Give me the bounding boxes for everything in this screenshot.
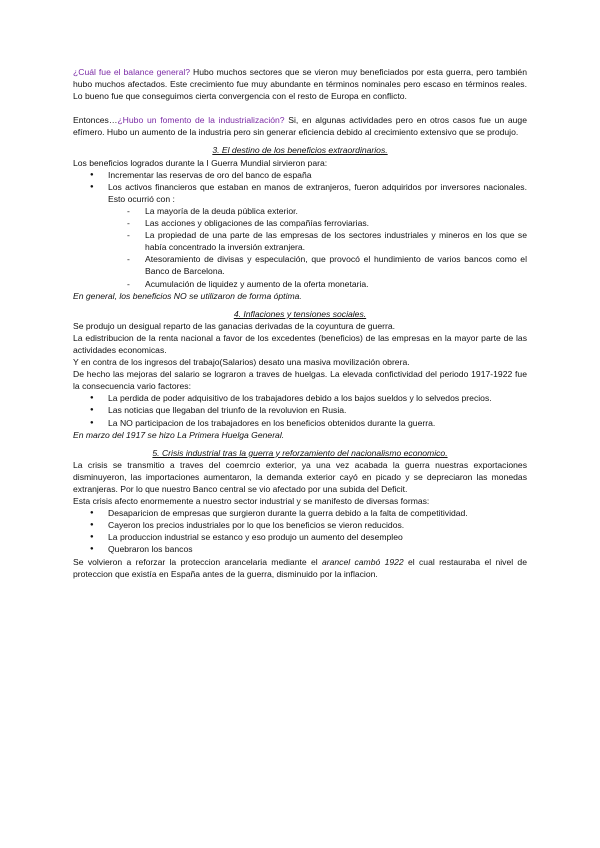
list-item: ● Los activos financieros que estaban en manos de extranjeros, fueron adquiridos por inversores nacionales. Esto ocurrió con : <box>73 181 527 205</box>
section3-conclusion: En general, los beneficios NO se utilizaron de forma óptima. <box>73 290 302 301</box>
sub-list-item: - Las acciones y obligaciones de las compañías ferroviarias. <box>73 217 527 229</box>
section5-bullet-list <box>73 507 527 555</box>
section4-paragraph: De hecho las mejoras del salario se lograron a traves de huelgas. La elevada confictividad del periodo 1917-1922 fue la consecuencia vario factores: <box>73 369 527 392</box>
list-item: ● La perdida de poder adquisitivo de los trabajadores debido a los bajos sueldos y lo selvedos precios. <box>73 392 527 404</box>
balance-text: Hubo muchos sectores que se vieron muy beneficiados por esta guerra, pero también hubo muchos afectados. Este crecimiento fue muy abundante en términos nominales pero escaso en términos reales. Lo bueno fue que conseguimos cierta convergencia con el resto de Europa en conflicto. <box>73 67 527 102</box>
fomento-text: Si, en algunas actividades pero en otros casos fue un auge efímero. Hubo un aumento de la industria pero sin generar eficiencia debido al crecimiento extensivo que se produjo. <box>73 115 527 138</box>
list-item: ● Quebraron los bancos <box>73 543 527 555</box>
document-body <box>73 66 527 580</box>
balance-question: ¿Cuál fue el balance general? <box>73 67 191 77</box>
list-item: ● La NO participacion de los trabajadores en los beneficios obtenidos durante la guerra. <box>73 417 527 429</box>
section4-paragraph: Y en contra de los ingresos del trabajo(Salarios) desato una masiva movilización obrera. <box>73 357 410 368</box>
list-item: ● Cayeron los precios industriales por lo que los beneficios se vieron reducidos. <box>73 519 527 531</box>
sub-list-item: - Atesoramiento de divisas y especulación, que provocó el hundimiento de varios bancos como el Banco de Barcelona. <box>73 253 527 277</box>
list-item: ● La produccion industrial se estanco y eso produjo un aumento del desempleo <box>73 531 527 543</box>
final-text-after: el cual restauraba el nivel de proteccion que existía en España antes de la guerra, disminuido por la inflacion. <box>73 556 527 579</box>
section5-paragraph: Esta crisis afecto enormemente a nuestro sector industrial y se manifesto de diversas formas: <box>73 496 430 507</box>
list-item: ● Desaparicion de empresas que surgieron durante la guerra debido a la falta de competitividad. <box>73 507 527 519</box>
balance-paragraph <box>73 66 527 102</box>
section4-paragraph: La edistribucion de la renta nacional a favor de los excedentes (beneficios) de las empresas en la mayor parte de las actividades economicas. <box>73 332 527 355</box>
final-text-italic: arancel cambó 1922 <box>321 556 404 567</box>
sub-list-item: - La mayoría de la deuda pública exterior. <box>73 205 527 217</box>
sub-list-item: - La propiedad de una parte de las empresas de los sectores industriales y mineros en los que se había concentrado la inversión extranjera. <box>73 229 527 253</box>
section4-heading: 4. Inflaciones y tensiones sociales. <box>233 308 367 319</box>
list-item: ● Las noticias que llegaban del triunfo de la revoluvion en Rusia. <box>73 404 527 416</box>
sub-list-item: - Acumulación de liquidez y aumento de la oferta monetaria. <box>73 278 527 290</box>
section3-intro: Los beneficios logrados durante la I Guerra Mundial sirvieron para: <box>73 157 328 168</box>
fomento-prefix: Entonces… <box>73 115 118 126</box>
section4-paragraph: Se produjo un desigual reparto de las ganacias derivadas de la coyuntura de guerra. <box>73 320 396 331</box>
section4-bullet-list <box>73 392 527 428</box>
list-item: ● Incrementar las reservas de oro del banco de españa <box>73 169 527 181</box>
fomento-paragraph <box>73 114 527 138</box>
section5-heading: 5. Crisis industrial tras la guerra y reforzamiento del nacionalismo economico. <box>152 447 448 458</box>
section3-heading: 3. El destino de los beneficios extraordinarios. <box>212 145 388 156</box>
section5-final-paragraph <box>73 556 527 580</box>
fomento-question: ¿Hubo un fomento de la industrialización? <box>117 115 285 126</box>
section3-sub-list <box>73 205 527 290</box>
final-text-before: Se volvieron a reforzar la proteccion arancelaria mediante el <box>73 556 322 567</box>
section4-conclusion: En marzo del 1917 se hizo La Primera Huelga General. <box>73 429 285 440</box>
section5-paragraph: La crisis se transmitio a traves del coemrcio exterior, ya una vez acabada la guerra nuestras exportaciones disminuyeron, las importaciones aumentaron, la demanda exterior cayó en picado y se depreciaron las monedas extranjeras. Por lo que nuestro Banco central se vio afectado por una subida del Deficit. <box>73 459 527 494</box>
section3-bullet-list <box>73 169 527 205</box>
